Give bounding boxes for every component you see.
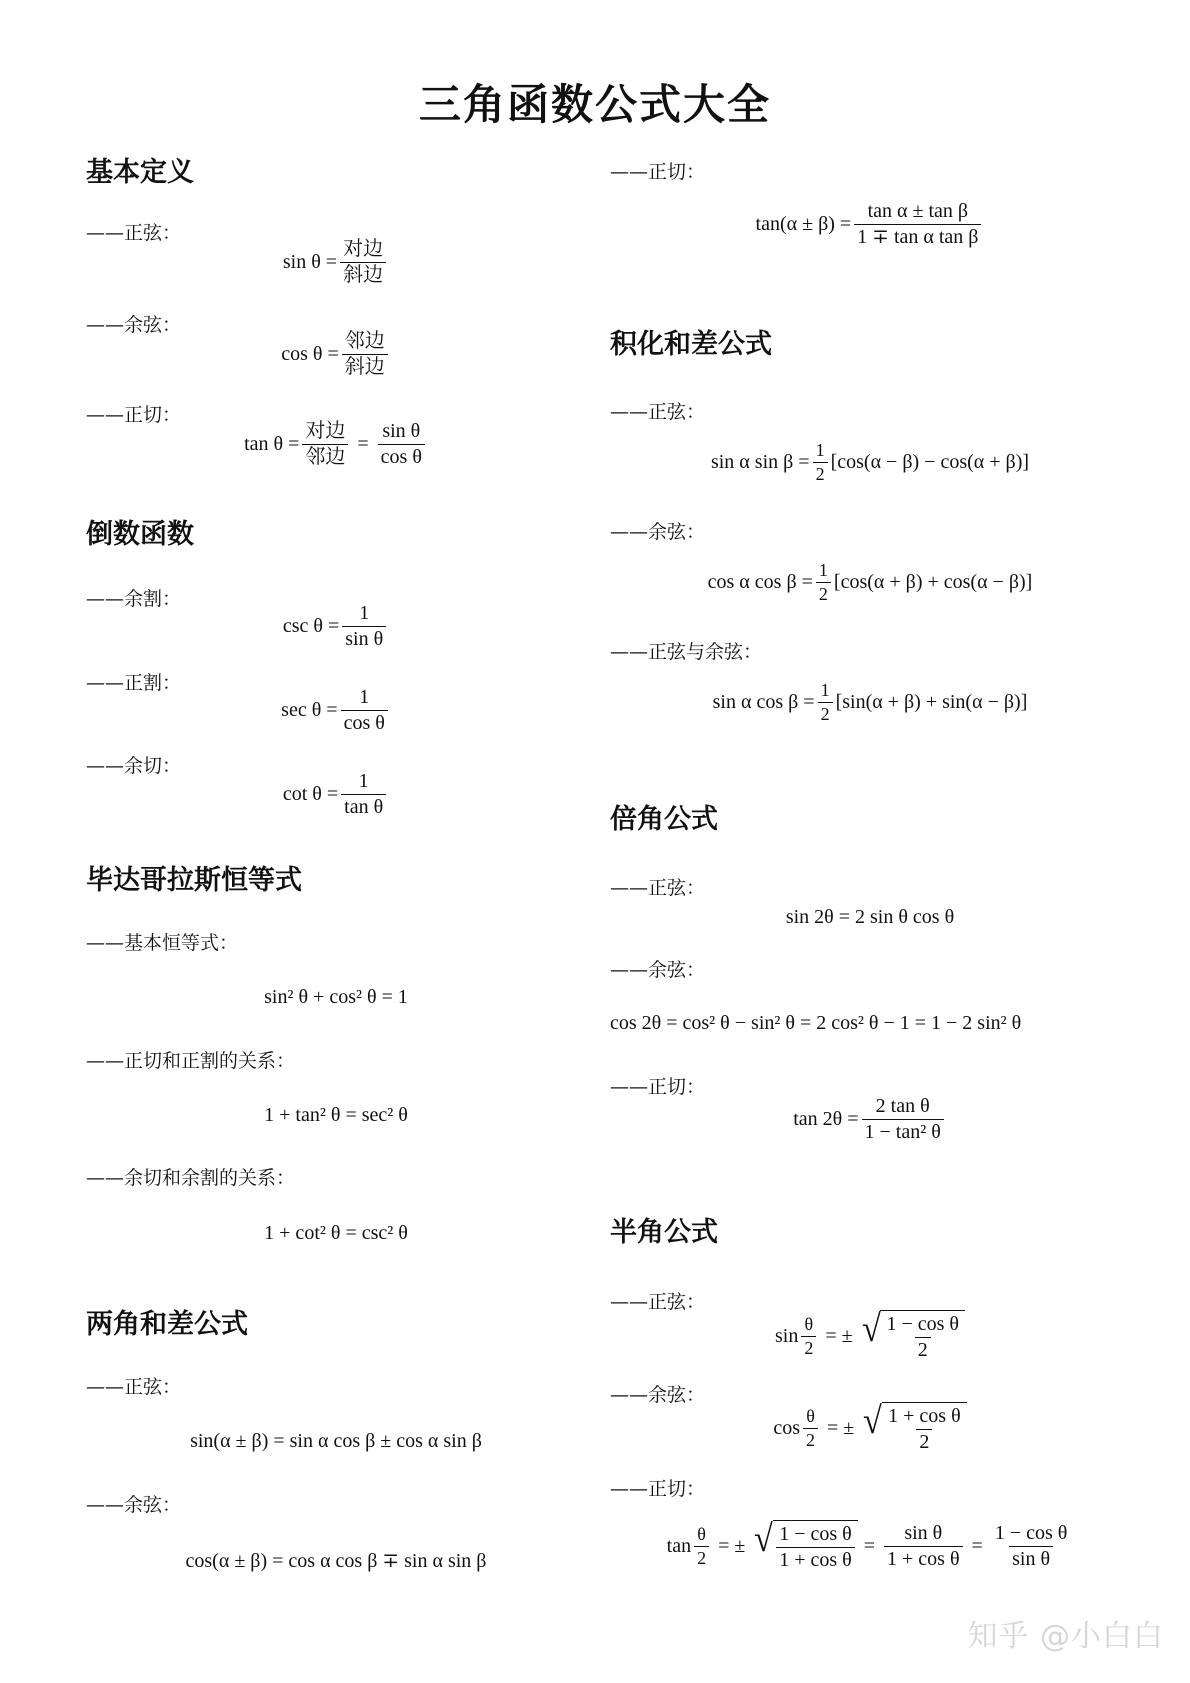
fraction: [854, 200, 981, 249]
square-root: [753, 1520, 857, 1572]
fraction: [340, 238, 386, 287]
denominator: 2: [694, 1546, 709, 1569]
label-sine: ——正弦：: [86, 222, 182, 244]
formula-lhs: tan 2θ =: [793, 1108, 859, 1130]
formula-cosine-sum-difference: cos(α ± β) = cos α cos β ∓ sin α sin β: [185, 1550, 487, 1572]
fraction: [378, 420, 425, 469]
numerator: 1 − cos θ: [886, 1313, 959, 1335]
square-root: [861, 1310, 965, 1362]
radical-sign-icon: √: [754, 1518, 774, 1560]
numerator: 1: [815, 440, 825, 460]
numerator: 1: [820, 680, 830, 700]
label-cot-csc-relation: ——余切和余割的关系：: [86, 1167, 296, 1189]
denominator: 2: [801, 1336, 816, 1359]
label-tangent: ——正切：: [610, 1076, 706, 1098]
radicand: [773, 1520, 858, 1572]
denominator: 邻边: [302, 444, 348, 469]
radicand: [880, 1310, 965, 1362]
fraction: [341, 686, 388, 735]
formula-rhs: [sin(α + β) + sin(α − β)]: [835, 690, 1028, 713]
formula-half-angle-sine: [610, 1310, 1130, 1362]
label-sine: ——正弦：: [610, 1291, 706, 1313]
numerator: θ: [804, 1313, 814, 1334]
label-cosine: ——余弦：: [86, 1494, 182, 1516]
numerator: 1: [359, 602, 370, 624]
denominator: sin θ: [1009, 1546, 1053, 1571]
numerator: 1: [818, 560, 828, 580]
formula-lhs: cos α cos β =: [707, 570, 813, 593]
equals-plus-minus: = ±: [718, 1534, 746, 1557]
section-title-pythagorean: 毕达哥拉斯恒等式: [86, 865, 302, 896]
formula-sine-definition: [86, 238, 586, 287]
formula-cosine-definition: [86, 330, 586, 379]
denominator: sin θ: [342, 626, 386, 651]
denominator: 斜边: [340, 262, 386, 287]
radical-sign-icon: √: [863, 1400, 883, 1442]
fraction: [302, 420, 348, 469]
formula-double-angle-tangent: [610, 1095, 1130, 1144]
denominator: 2: [813, 462, 828, 485]
equals-sign: =: [863, 1534, 876, 1557]
formula-tangent-definition: [86, 420, 586, 469]
denominator: 斜边: [342, 354, 388, 379]
denominator: 1 − tan² θ: [862, 1119, 944, 1144]
formula-lhs: sin θ =: [282, 251, 338, 273]
radicand: [882, 1402, 967, 1454]
formula-lhs: csc θ =: [282, 615, 340, 637]
formula-lhs: sec θ =: [281, 699, 338, 721]
formula-cosecant: [86, 602, 586, 651]
section-title-half-angle: 半角公式: [610, 1217, 718, 1248]
fraction: [883, 1313, 962, 1362]
fraction: [776, 1523, 855, 1572]
numerator: 2 tan θ: [875, 1095, 930, 1117]
section-title-reciprocal: 倒数函数: [86, 519, 194, 550]
fraction-one-half: [816, 560, 831, 604]
label-cosine: ——余弦：: [610, 1384, 706, 1406]
label-sine: ——正弦：: [86, 1376, 182, 1398]
denominator: 1 ∓ tan α tan β: [854, 224, 981, 249]
numerator: sin θ: [382, 420, 421, 442]
label-basic-identity: ——基本恒等式：: [86, 932, 239, 954]
label-sine: ——正弦：: [610, 877, 706, 899]
fraction: [862, 1095, 944, 1144]
formula-lhs: cos θ =: [281, 343, 339, 365]
fraction: [342, 330, 388, 379]
label-cotangent: ——余切：: [86, 755, 182, 777]
fraction: [342, 602, 386, 651]
function-name: cos: [773, 1416, 800, 1439]
label-sine-cosine: ——正弦与余弦：: [610, 641, 763, 663]
equals-plus-minus: = ±: [827, 1416, 855, 1439]
fraction-one-half: [813, 440, 828, 484]
fraction: [341, 770, 386, 819]
label-tangent: ——正切：: [86, 404, 182, 426]
formula-half-angle-tangent: [610, 1520, 1130, 1572]
formula-secant: [86, 686, 586, 735]
numerator: 1 + cos θ: [888, 1405, 961, 1427]
section-title-product-to-sum: 积化和差公式: [610, 329, 772, 360]
formula-sin-sin-product: [610, 440, 1130, 484]
formula-pythagorean-2: 1 + tan² θ = sec² θ: [264, 1104, 408, 1126]
fraction-theta-over-two: [801, 1314, 816, 1358]
fraction: [885, 1405, 964, 1454]
label-cosine: ——余弦：: [610, 521, 706, 543]
formula-lhs: tan θ =: [244, 433, 300, 455]
label-cosine: ——余弦：: [86, 314, 182, 336]
formula-rhs: [cos(α − β) − cos(α + β)]: [830, 450, 1030, 473]
numerator: sin θ: [904, 1521, 943, 1544]
formula-lhs: cot θ =: [282, 783, 339, 805]
formula-pythagorean-3: 1 + cot² θ = csc² θ: [264, 1222, 408, 1244]
denominator: 2: [916, 1429, 932, 1454]
numerator: 1: [358, 770, 369, 792]
formula-sine-sum-difference: sin(α ± β) = sin α cos β ± cos α sin β: [190, 1430, 482, 1452]
label-tangent: ——正切：: [610, 1478, 706, 1500]
denominator: 2: [816, 582, 831, 605]
denominator: 2: [818, 702, 833, 725]
fraction-one-half: [818, 680, 833, 724]
numerator: 对边: [305, 420, 346, 442]
fraction: [884, 1522, 963, 1571]
label-secant: ——正割：: [86, 672, 182, 694]
denominator: 2: [803, 1428, 818, 1451]
denominator: 1 + cos θ: [884, 1546, 963, 1571]
denominator: cos θ: [378, 444, 425, 469]
equals-sign: =: [357, 433, 369, 455]
watermark: 知乎 @小白白: [967, 1619, 1164, 1654]
formula-half-angle-cosine: [610, 1402, 1130, 1454]
formula-rhs: [cos(α + β) + cos(α − β)]: [833, 570, 1033, 593]
section-title-double-angle: 倍角公式: [610, 804, 718, 835]
numerator: 1: [359, 686, 370, 708]
section-title-basic: 基本定义: [86, 157, 194, 188]
numerator: tan α ± tan β: [867, 200, 969, 222]
formula-cotangent: [86, 770, 586, 819]
denominator: tan θ: [341, 794, 386, 819]
label-cosine: ——余弦：: [610, 959, 706, 981]
function-name: sin: [775, 1324, 799, 1347]
numerator: θ: [697, 1523, 706, 1544]
formula-cos-cos-product: [610, 560, 1130, 604]
fraction-theta-over-two: [803, 1406, 818, 1450]
denominator: 2: [915, 1337, 931, 1362]
numerator: 1 − cos θ: [994, 1521, 1068, 1544]
label-tangent: ——正切：: [610, 161, 706, 183]
numerator: θ: [806, 1405, 815, 1426]
square-root: [862, 1402, 966, 1454]
formula-lhs: tan(α ± β) =: [755, 213, 852, 235]
fraction: [992, 1522, 1071, 1571]
label-sine: ——正弦：: [610, 401, 706, 423]
formula-lhs: sin α cos β =: [712, 690, 815, 713]
numerator: 对边: [343, 238, 384, 260]
formula-sin-cos-product: [610, 680, 1130, 724]
equals-sign: =: [971, 1534, 983, 1557]
formula-double-angle-cosine: cos 2θ = cos² θ − sin² θ = 2 cos² θ − 1 = 1 − 2 sin² θ: [610, 1012, 1022, 1034]
formula-double-angle-sine: sin 2θ = 2 sin θ cos θ: [785, 906, 955, 928]
radical-sign-icon: √: [861, 1308, 881, 1350]
formula-tangent-sum-difference: [610, 200, 1130, 249]
denominator: cos θ: [341, 710, 388, 735]
formula-lhs: sin α sin β =: [710, 450, 810, 473]
label-cosecant: ——余割：: [86, 588, 182, 610]
fraction-theta-over-two: [694, 1524, 709, 1568]
function-name: tan: [666, 1534, 692, 1557]
equals-plus-minus: = ±: [825, 1324, 853, 1347]
label-tan-sec-relation: ——正切和正割的关系：: [86, 1050, 296, 1072]
formula-pythagorean-1: sin² θ + cos² θ = 1: [264, 986, 408, 1008]
numerator: 1 − cos θ: [779, 1523, 852, 1545]
numerator: 邻边: [344, 330, 385, 352]
page-title: 三角函数公式大全: [418, 80, 771, 129]
section-title-sum-difference: 两角和差公式: [86, 1309, 248, 1340]
denominator: 1 + cos θ: [776, 1547, 855, 1572]
